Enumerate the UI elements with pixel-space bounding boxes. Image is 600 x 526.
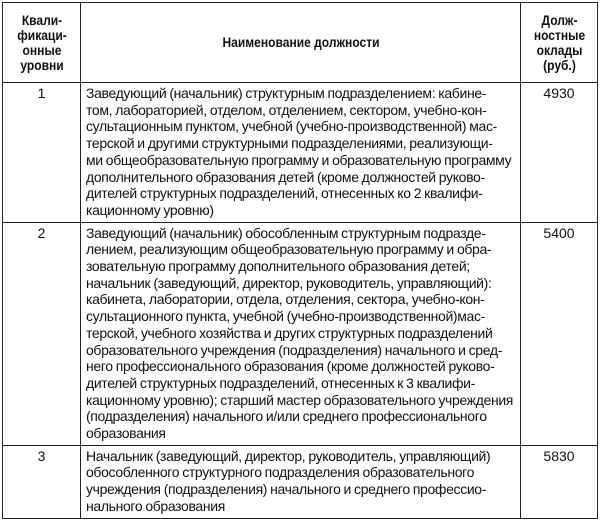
header-qualification-level-text: Квали- фикаци- онные уровни	[16, 11, 67, 73]
header-salary-text: Долж- ностные оклады (руб.)	[533, 11, 585, 73]
qualification-level-cell: 2	[3, 222, 81, 445]
qualification-level-cell: 1	[3, 83, 81, 223]
position-description-cell: Начальник (заведующий, директор, руководитель, управляющий) обособленного структурного подразделения образовательного учреждения (подразделения) начального и среднего профессио- нального образования	[81, 445, 521, 518]
salary-cell: 5400	[521, 222, 598, 445]
position-description-cell: Заведующий (начальник) структурным подразделением: кабине- том, лабораторией, отделом, отделением, сектором, учебно-кон- сультационным пунктом, учебной (учебно-производственной) мас- терской и другими структурными подразделениями, реализующи- ми общеобразовательную программу и образовательную программу дополнительного образования детей (кроме должностей руково- дителей структурных подразделений, отнесенных ко 2 квалифи- кационному уровню)	[81, 83, 521, 223]
salary-table	[2, 2, 598, 519]
table-row	[3, 222, 598, 445]
position-description-cell: Заведующий (начальник) обособленным структурным подразде- лением, реализующим общеобразовательную программу и обра- зовательную программу дополнительного образования детей; начальник (заведующий, директор, руководитель, управляющий): кабинета, лаборатории, отдела, отделения, сектора, учебно-кон- сультационного пункта, учебной (учебно-производственной)мас- терской, учебного хозяйства и других структурных подразделений образовательного учреждения (подразделения) начального и сред- него профессионального образования (кроме должностей руково- дителей структурных подразделений, отнесенных к 3 квалифи- кационному уровню); старший мастер образовательного учреждения (подразделения) начального и/или среднего профессионального образования	[81, 222, 521, 445]
header-salary	[526, 3, 592, 83]
header-position-name-text: Наименование должности	[221, 34, 380, 50]
salary-cell: 5830	[521, 445, 598, 518]
table-row	[3, 445, 598, 518]
salary-cell: 4930	[521, 83, 598, 223]
qualification-level-cell: 3	[3, 445, 81, 518]
table-header-row	[3, 3, 598, 83]
table-row	[3, 83, 598, 223]
header-qualification-level	[8, 3, 75, 83]
header-position-name	[111, 3, 489, 83]
